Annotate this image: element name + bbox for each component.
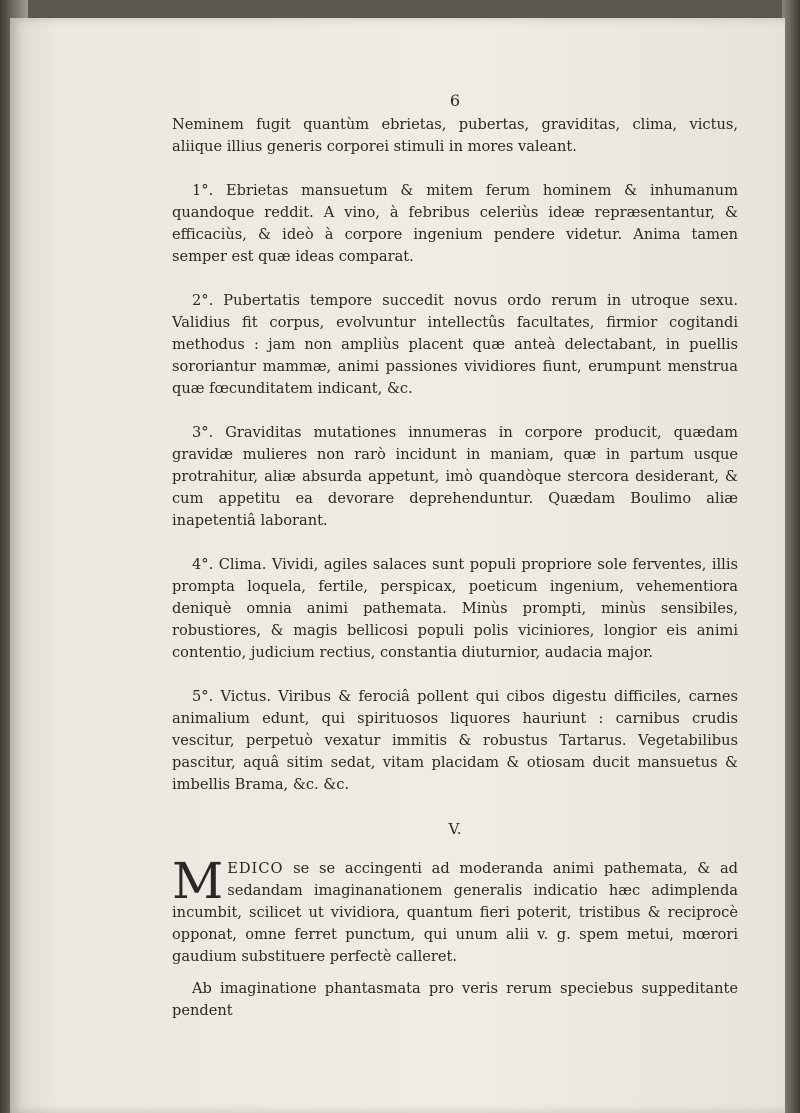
item-4-paragraph: 4°. Clima. Vividi, agiles salaces sunt populi propriore sole ferventes, illis prompta loquela, fertile, perspicax, poeticum ingenium, vehementiora deniquè omnia animi pathemata. Minùs prompti, minùs sensibiles, robustiores, & magis bellicosi populi polis viciniores, longior eis animi contentio, judicium rectius, constantia diuturnior, audacia major. <box>172 556 738 661</box>
final-line: Ab imaginatione phantasmata pro veris rerum speciebus suppeditante pendent <box>172 980 738 1019</box>
section-first-word: EDICO <box>227 860 284 877</box>
item-3-paragraph: 3°. Graviditas mutationes innumeras in corpore producit, quædam gravidæ mulieres non rarò incidunt in maniam, quæ in partum usque protrahitur, aliæ absurda appetunt, imò quandòque stercora desiderant, & cum appetitu ea devorare deprehenduntur. Quædam Boulimo aliæ inapetentiâ laborant. <box>172 424 738 529</box>
item-5-paragraph: 5°. Victus. Viribus & ferociâ pollent qui cibos digestu difficiles, carnes animalium edunt, qui spirituosos liquores hauriunt : carnibus crudis vescitur, perpetuò vexatur immitis & robustus Tartarus. Vegetabilibus pascitur, aquâ sitim sedat, vitam placidam & otiosam ducit mansuetus & imbellis Brama, &c. &c. <box>172 688 738 793</box>
item-1-paragraph: 1°. Ebrietas mansuetum & mitem ferum hominem & inhumanum quandoque reddit. A vino, à febribus celeriùs ideæ repræsentantur, & efficaciùs, & ideò à corpore ingenium pendere videtur. Anima tamen semper est quæ ideas comparat. <box>172 182 738 265</box>
section-paragraph <box>172 852 738 968</box>
section-title: V. <box>448 820 462 838</box>
intro-paragraph: Neminem fugit quantùm ebrietas, pubertas, graviditas, clima, victus, aliique illius generis corporei stimuli in mores valeant. <box>172 116 738 155</box>
section-body-text: se se accingenti ad moderanda animi pathemata, & ad sedandam imaginanationem generalis indicatio hæc adimplenda incumbit, scilicet ut vividiora, quantum fieri poterit, tristibus & reciprocè opponat, omne ferret punctum, qui unum alii v. g. spem metui, mœrori gaudium substituere perfectè calleret. <box>172 860 738 965</box>
page-content <box>172 90 738 1037</box>
drop-cap-letter: M <box>172 852 224 910</box>
item-2-paragraph: 2°. Pubertatis tempore succedit novus ordo rerum in utroque sexu. Validius fit corpus, evolvuntur intellectûs facultates, firmior cogitandi methodus : jam non ampliùs placent quæ anteà delectabant, in puellis sororiantur mammæ, animi passiones vividiores fiunt, erumpunt menstrua quæ fœcunditatem indicant, &c. <box>172 292 738 397</box>
page-number: 6 <box>449 91 461 110</box>
